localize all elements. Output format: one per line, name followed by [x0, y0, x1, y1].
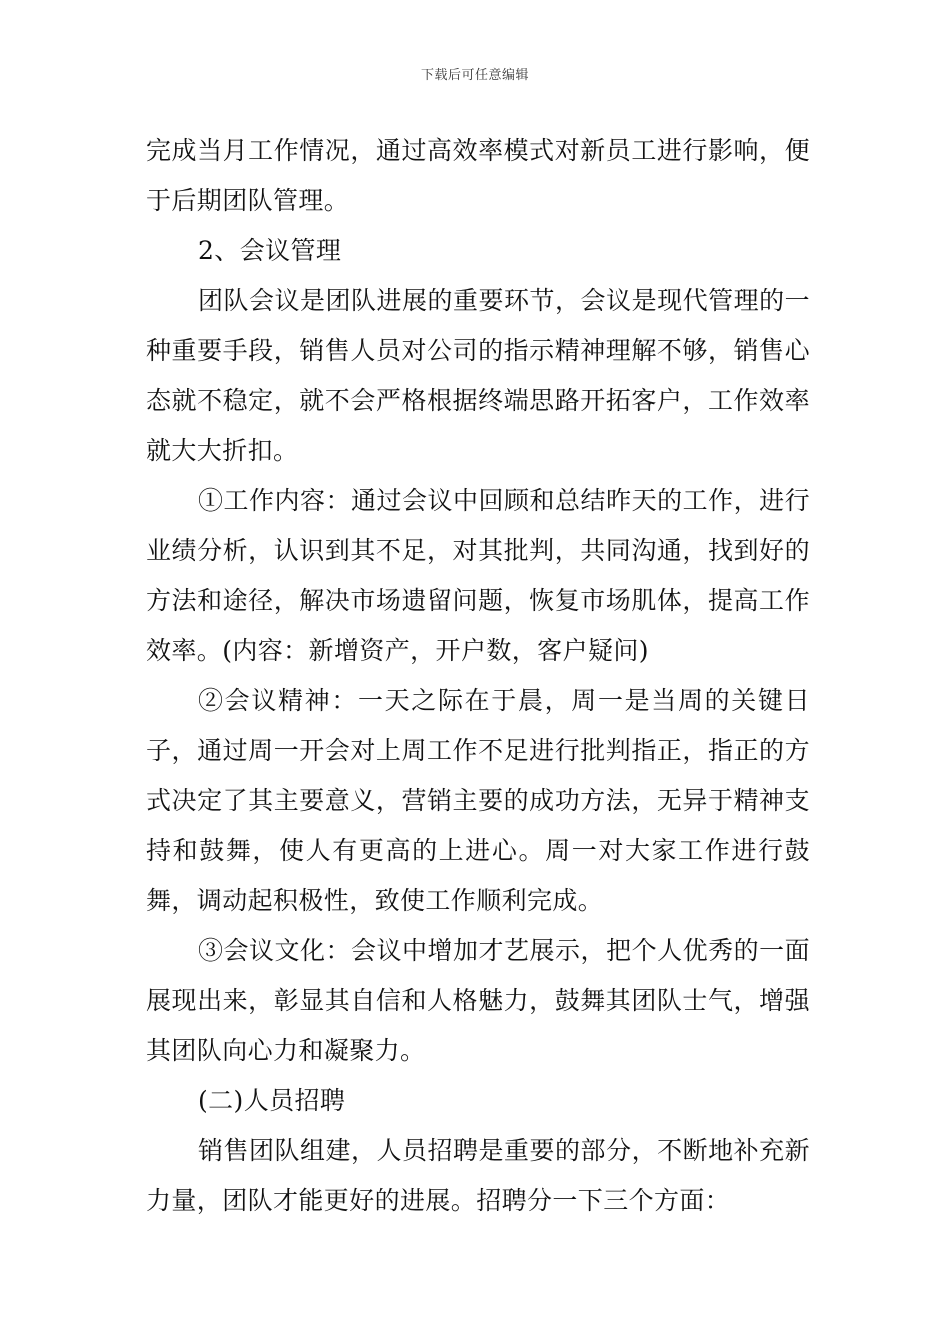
- document-body: [146, 126, 810, 1226]
- section-heading-meeting-management: 2、会议管理: [198, 236, 342, 265]
- paragraph-work-content: ①工作内容：通过会议中回顾和总结昨天的工作，进行业绩分析，认识到其不足，对其批判，共同沟通，找到好的方法和途径，解决市场遗留问题，恢复市场肌体，提高工作效率。(内容：新增资产，开户数，客户疑问): [146, 486, 810, 665]
- section-heading-recruitment: (二)人员招聘: [198, 1086, 346, 1115]
- paragraph-meeting-spirit: ②会议精神：一天之际在于晨，周一是当周的关键日子，通过周一开会对上周工作不足进行批判指正，指正的方式决定了其主要意义，营销主要的成功方法，无异于精神支持和鼓舞，使人有更高的上进心。周一对大家工作进行鼓舞，调动起积极性，致使工作顺利完成。: [146, 686, 810, 915]
- paragraph-meeting-culture: ③会议文化：会议中增加才艺展示，把个人优秀的一面展现出来，彰显其自信和人格魅力，鼓舞其团队士气，增强其团队向心力和凝聚力。: [146, 936, 810, 1065]
- paragraph-continuation: 完成当月工作情况，通过高效率模式对新员工进行影响，便于后期团队管理。: [146, 136, 810, 215]
- page-header: 下载后可任意编辑: [420, 68, 529, 83]
- paragraph-team-meeting: 团队会议是团队进展的重要环节，会议是现代管理的一种重要手段，销售人员对公司的指示精神理解不够，销售心态就不稳定，就不会严格根据终端思路开拓客户，工作效率就大大折扣。: [146, 286, 810, 465]
- paragraph-recruitment: 销售团队组建，人员招聘是重要的部分，不断地补充新力量，团队才能更好的进展。招聘分一下三个方面：: [146, 1136, 810, 1215]
